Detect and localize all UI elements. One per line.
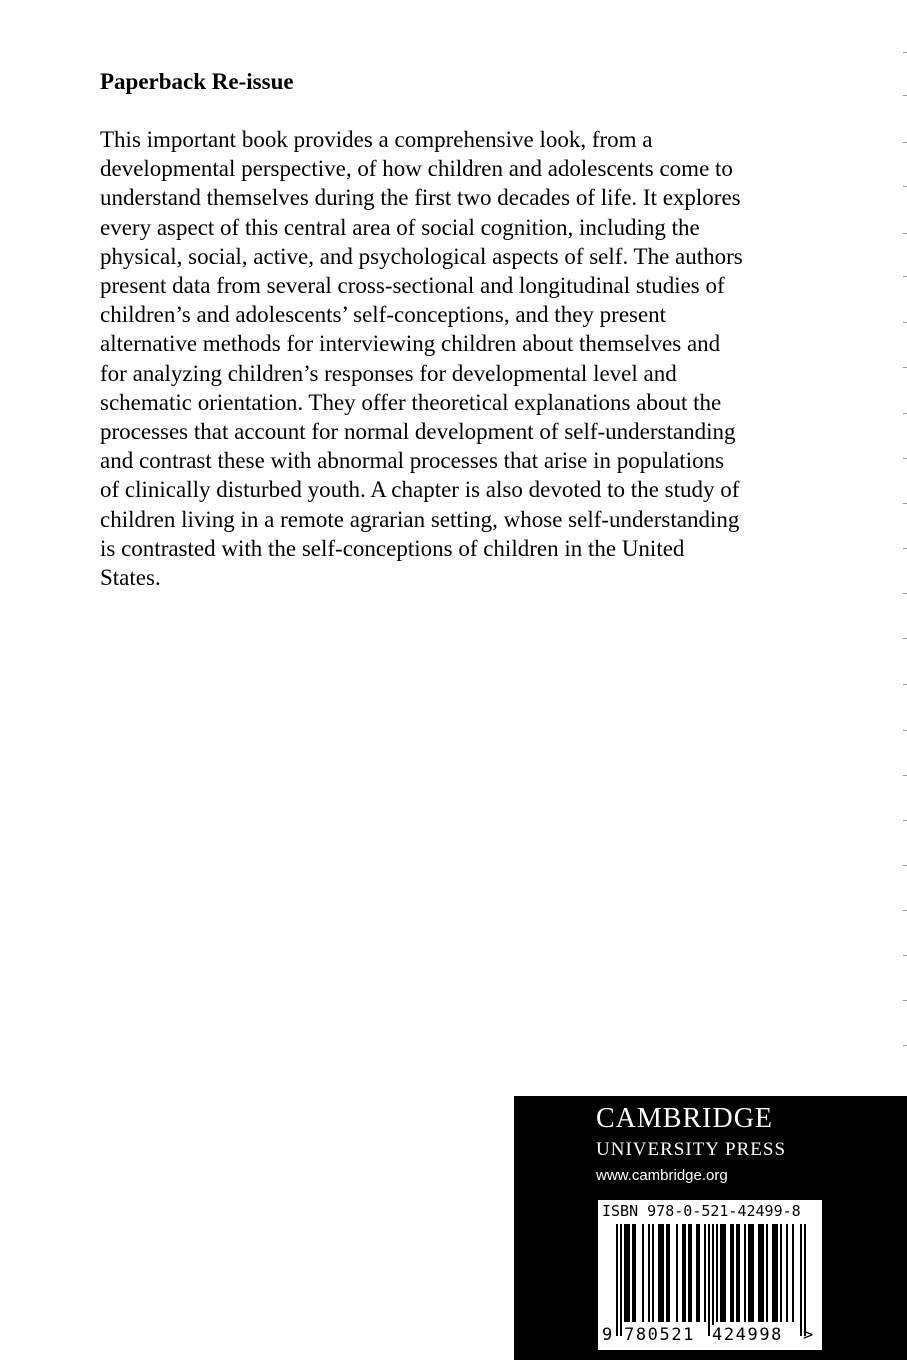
description-line: This important book provides a comprehensive look, from a xyxy=(100,127,653,152)
description-line: for analyzing children’s responses for developmental level and xyxy=(100,360,677,386)
barcode-bar xyxy=(696,1224,698,1322)
barcode-guard-bar xyxy=(708,1224,710,1336)
barcode-bar xyxy=(716,1224,718,1322)
description-line: is contrasted with the self-conceptions of children in the United xyxy=(100,535,685,561)
barcode-bar xyxy=(624,1224,626,1322)
description-line: of clinically disturbed youth. A chapter is also devoted to the study of xyxy=(100,477,740,503)
barcode-bar xyxy=(666,1224,668,1322)
barcode xyxy=(598,1200,822,1350)
description-line: schematic orientation. They offer theoretical explanations about the xyxy=(100,389,722,415)
publisher-panel xyxy=(514,1096,907,1360)
barcode-guard-bar xyxy=(620,1224,622,1336)
description-line: States. xyxy=(100,565,161,591)
barcode-first-digit: 9 xyxy=(602,1325,613,1345)
barcode-left-digits: 780521 xyxy=(624,1325,696,1345)
barcode-guard-bar xyxy=(800,1224,802,1336)
barcode-bar xyxy=(752,1224,754,1322)
barcode-bar xyxy=(738,1224,740,1322)
barcode-bar xyxy=(682,1224,684,1322)
barcode-bar xyxy=(732,1224,734,1322)
barcode-bar xyxy=(780,1224,782,1322)
description-line: developmental perspective, of how children and adolescents come to xyxy=(100,156,733,182)
barcode-bar xyxy=(774,1224,776,1322)
barcode-bar xyxy=(698,1224,700,1322)
barcode-bar xyxy=(684,1224,686,1322)
barcode-bar xyxy=(634,1224,636,1322)
barcode-bar xyxy=(688,1224,690,1322)
barcode-guard-bar xyxy=(804,1224,806,1336)
barcode-bar xyxy=(662,1224,664,1322)
description-line: present data from several cross-sectional and longitudinal studies of xyxy=(100,273,725,299)
barcode-guard-bar xyxy=(616,1224,618,1336)
barcode-bar xyxy=(722,1224,724,1322)
barcode-bar xyxy=(642,1224,644,1322)
barcode-bar xyxy=(750,1224,752,1322)
barcode-bar xyxy=(766,1224,768,1322)
description-line: children’s and adolescents’ self-conceptions, and they present xyxy=(100,302,667,328)
barcode-bar xyxy=(648,1224,650,1322)
barcode-bar xyxy=(668,1224,670,1322)
book-description xyxy=(100,125,743,592)
description-line: every aspect of this central area of social cognition, including the xyxy=(100,214,700,240)
barcode-bar xyxy=(690,1224,692,1322)
barcode-bar xyxy=(720,1224,722,1322)
barcode-bar xyxy=(748,1224,750,1322)
barcode-bar xyxy=(792,1224,794,1322)
publisher-logo-name: CAMBRIDGE xyxy=(596,1103,774,1134)
barcode-bar xyxy=(760,1224,762,1322)
barcode-right-digits: 424998 xyxy=(712,1325,784,1345)
barcode-bar xyxy=(786,1224,788,1322)
barcode-bar xyxy=(776,1224,778,1322)
barcode-guard-bar xyxy=(712,1224,714,1336)
page-title: Paperback Re-issue xyxy=(100,69,294,94)
isbn-label: ISBN 978-0-521-42499-8 xyxy=(602,1202,801,1220)
barcode-bar xyxy=(762,1224,764,1322)
description-line: children living in a remote agrarian setting, whose self-understanding xyxy=(100,506,740,532)
barcode-bar xyxy=(658,1224,660,1322)
barcode-bar xyxy=(628,1224,630,1322)
publisher-logo-subtitle: UNIVERSITY PRESS xyxy=(596,1139,787,1160)
barcode-bar xyxy=(676,1224,678,1322)
barcode-bar xyxy=(626,1224,628,1322)
description-line: alternative methods for interviewing children about themselves and xyxy=(100,331,721,357)
barcode-bar xyxy=(724,1224,726,1322)
barcode-bar xyxy=(652,1224,654,1322)
barcode-bar xyxy=(758,1224,760,1322)
barcode-bar xyxy=(632,1224,634,1322)
barcode-end-marker: > xyxy=(803,1325,814,1345)
barcode-bar xyxy=(736,1224,738,1322)
description-line: and contrast these with abnormal processes that arise in populations xyxy=(100,448,725,474)
barcode-bar xyxy=(660,1224,662,1322)
barcode-bar xyxy=(744,1224,746,1322)
barcode-bar xyxy=(772,1224,774,1322)
description-line: understand themselves during the first two decades of life. It explores xyxy=(100,185,741,211)
description-line: physical, social, active, and psychological aspects of self. The authors xyxy=(100,243,743,269)
barcode-bar xyxy=(730,1224,732,1322)
description-line: processes that account for normal development of self-understanding xyxy=(100,419,736,445)
publisher-website: www.cambridge.org xyxy=(596,1167,728,1184)
barcode-bar xyxy=(704,1224,706,1322)
